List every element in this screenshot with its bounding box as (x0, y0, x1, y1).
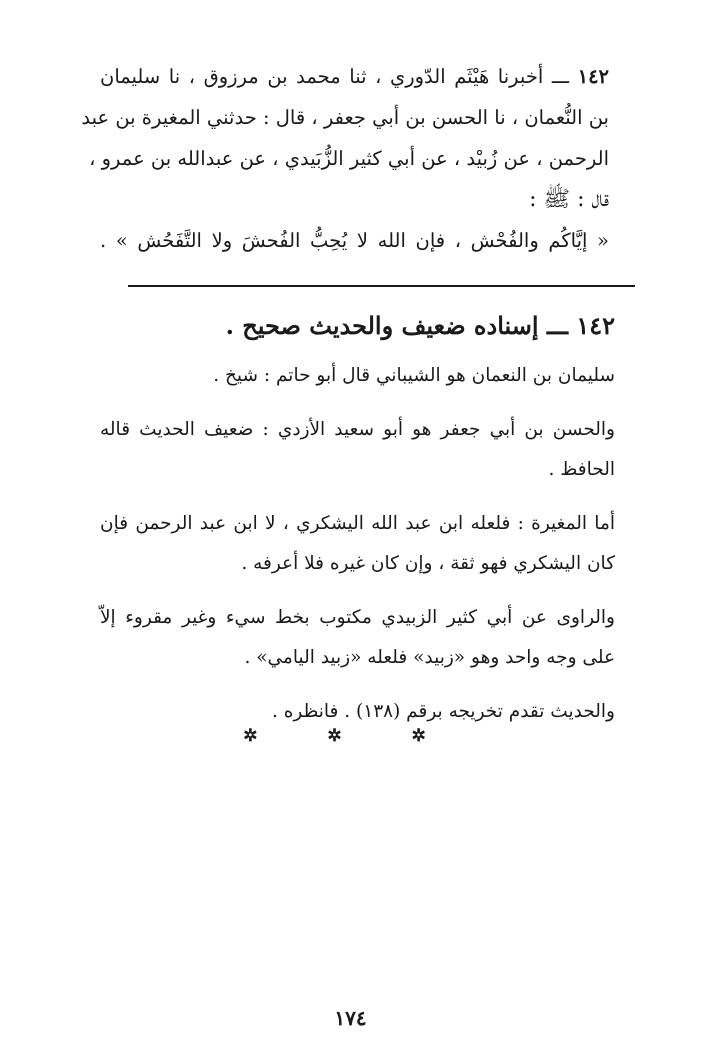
footnote-separator-rule (128, 285, 635, 287)
commentary-line: والحديث تقدم تخريجه برقم (١٣٨) . فانظره . (271, 701, 615, 722)
commentary-title-number: ١٤٢ (576, 311, 615, 340)
commentary-paragraph-1 (100, 356, 615, 396)
commentary-line: كان اليشكري فهو ثقة ، وإن كان غيره فلا أعرفه . (241, 553, 615, 574)
commentary-line: والحسن بن أبي جعفر هو أبو سعيد الأزدي : ضعيف الحديث قاله (100, 419, 615, 440)
hadith-line-2: بن النُّعمان ، نا الحسن بن أبي جعفر ، قال : حدثني المغيرة بن عبد (81, 106, 609, 129)
section-separator-stars: ✲ ✲ ✲ (243, 726, 458, 746)
commentary-paragraph-4 (100, 598, 615, 678)
commentary-title (100, 300, 615, 352)
commentary-paragraph-2 (100, 410, 615, 490)
page-number: ١٧٤ (334, 1006, 367, 1030)
hadith-line-1-text: أخبرنا هَيْثَم الدّوري ، ثنا محمد بن مرزوق ، نا سليمان (100, 65, 544, 88)
commentary-line: والراوى عن أبي كثير الزبيدي مكتوب بخط سيء وغير مقروء إلاّ (100, 607, 615, 628)
hadith-text (81, 56, 610, 261)
commentary-line: على وجه واحد وهو «زبيد» فلعله «زبيد اليامي» . (244, 647, 615, 668)
hadith-line-3: الرحمن ، عن زُبيْد ، عن أبي كثير الزُّبَيدي ، عن عبدالله بن عمرو ، (89, 147, 609, 170)
commentary-line: سليمان بن النعمان هو الشيباني قال أبو حاتم : شيخ . (213, 365, 615, 386)
hadith-line-4: قال : ﷺ : (529, 187, 609, 212)
hadith-line-1 (100, 56, 609, 97)
commentary-line: أما المغيرة : فلعله ابن عبد الله اليشكري ، لا ابن عبد الرحمن فإن (100, 513, 615, 534)
hadith-number: ١٤٢ (577, 65, 610, 88)
hadith-line-5: « إيَّاكُم والفُحْش ، فإن الله لا يُحِبُّ الفُحشَ ولا التَّفَحُش » . (100, 229, 609, 252)
commentary-title-text: ـــ إسناده ضعيف والحديث صحيح . (225, 311, 568, 340)
commentary-paragraph-3 (100, 504, 615, 584)
commentary-line: الحافظ . (548, 459, 615, 480)
commentary-section (100, 300, 615, 746)
hadith-dash: ـــ (551, 65, 570, 88)
